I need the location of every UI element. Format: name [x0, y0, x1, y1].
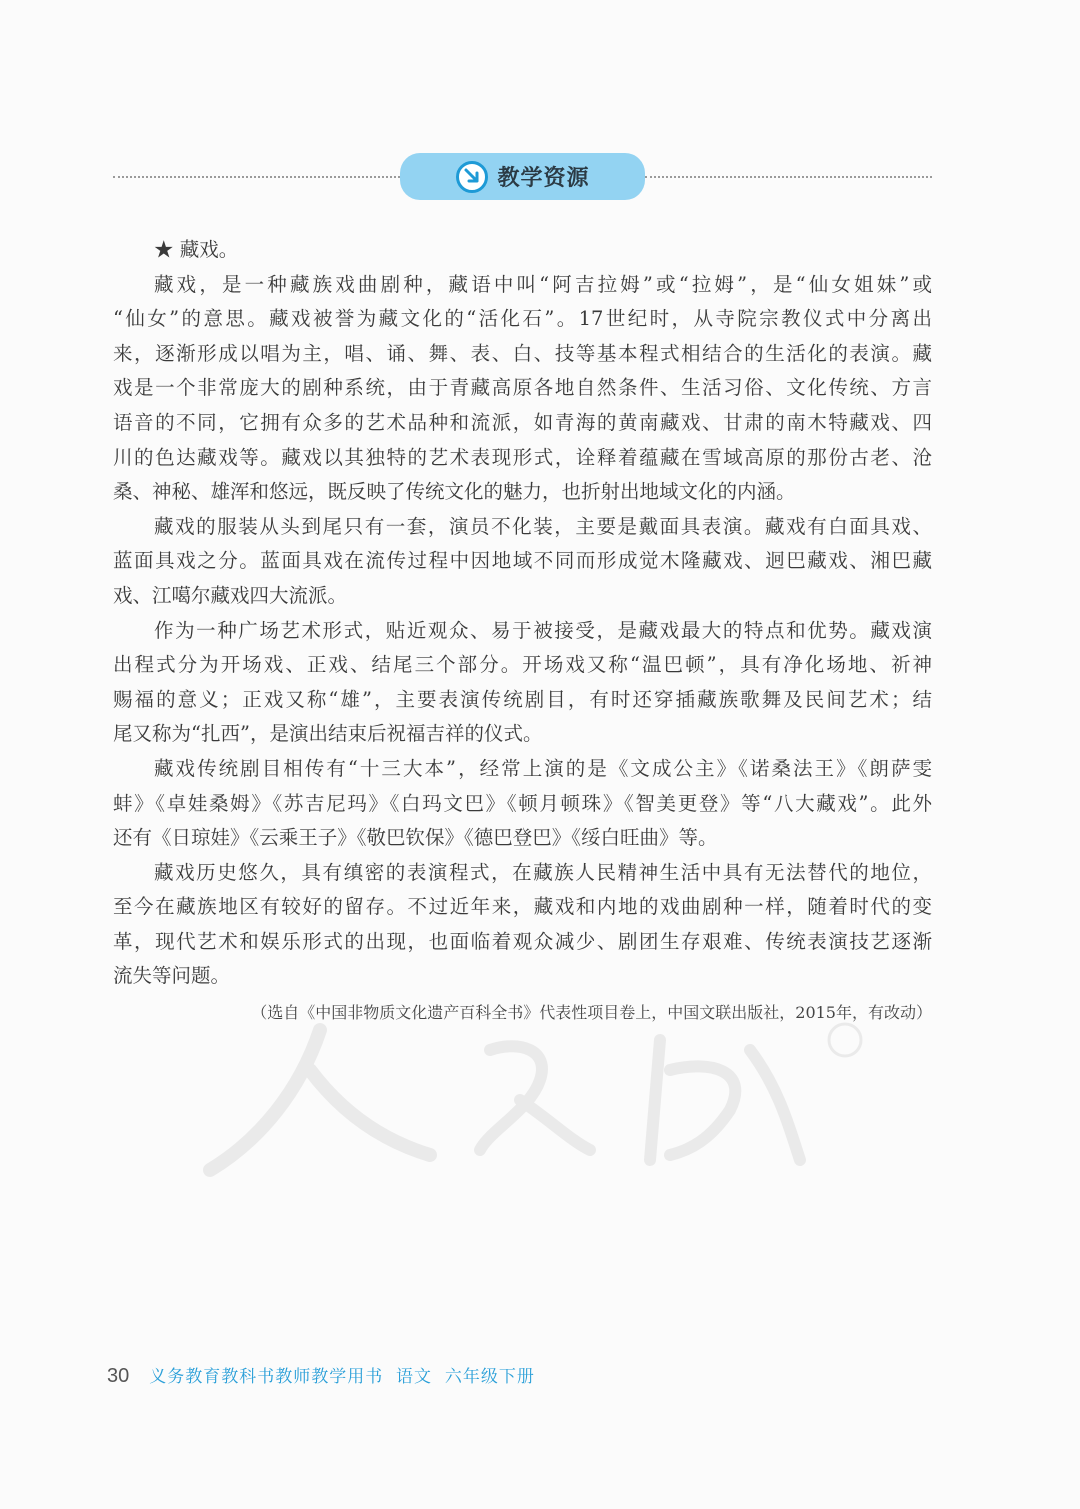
- paragraph-line: 语音的不同，它拥有众多的艺术品种和流派，如青海的黄南藏戏、甘肃的南木特藏戏、四: [113, 410, 932, 434]
- page-number: 30: [107, 1365, 130, 1387]
- paragraph: [113, 856, 932, 994]
- paragraph-line: 至今在藏族地区有较好的留存。不过近年来，藏戏和内地的戏曲剧种一样，随着时代的变: [113, 895, 932, 919]
- paragraph-line: 作为一种广场艺术形式，贴近观众、易于被接受，是藏戏最大的特点和优势。藏戏演: [154, 618, 932, 642]
- header-divider-left: [113, 176, 400, 178]
- paragraph-line: 藏戏历史悠久，具有缜密的表演程式，在藏族人民精神生活中具有无法替代的地位，: [154, 860, 932, 884]
- paragraph-line: 出程式分为开场戏、正戏、结尾三个部分。开场戏又称“温巴顿”，具有净化场地、祈神: [113, 653, 932, 677]
- paragraph: [113, 510, 932, 614]
- article-body: [113, 233, 932, 1030]
- paragraph-line: 来，逐渐形成以唱为主，唱、诵、舞、表、白、技等基本程式相结合的生活化的表演。藏: [113, 341, 932, 365]
- paragraph-line: 蚌》《卓娃桑姆》《苏吉尼玛》《白玛文巴》《顿月顿珠》《智美更登》等“八大藏戏”。此外: [113, 791, 932, 815]
- paragraph-line: 戏是一个非常庞大的剧种系统，由于青藏高原各地自然条件、生活习俗、文化传统、方言: [113, 376, 932, 400]
- paragraph-line: 藏戏传统剧目相传有“十三大本”，经常上演的是《文成公主》《诺桑法王》《朗萨雯: [154, 756, 932, 780]
- paragraph-line: 尾又称为“扎西”，是演出结束后祝福吉祥的仪式。: [113, 722, 543, 746]
- page-footer: [107, 1362, 535, 1388]
- publisher-watermark-logo: [190, 1010, 890, 1180]
- paragraph-line: 藏戏的服装从头到尾只有一套，演员不化装，主要是戴面具表演。藏戏有白面具戏、: [154, 514, 932, 538]
- paragraph-line: “仙女”的意思。藏戏被誉为藏文化的“活化石”。17世纪时，从寺院宗教仪式中分离出: [113, 307, 932, 331]
- header-divider-right: [645, 176, 932, 178]
- paragraph: [113, 614, 932, 752]
- paragraph-line: 桑、神秘、雄浑和悠远，既反映了传统文化的魅力，也折射出地域文化的内涵。: [113, 480, 796, 504]
- paragraph: [113, 268, 932, 510]
- paragraph-line: 蓝面具戏之分。蓝面具戏在流传过程中因地域不同而形成觉木隆藏戏、迥巴藏戏、湘巴藏: [113, 549, 932, 573]
- source-citation: （选自《中国非物质文化遗产百科全书》代表性项目卷上，中国文联出版社，2015年，有改动）: [251, 1003, 932, 1023]
- paragraph-line: 藏戏，是一种藏族戏曲剧种，藏语中叫“阿吉拉姆”或“拉姆”，是“仙女姐妹”或: [154, 272, 932, 296]
- paragraph-line: 流失等问题。: [113, 964, 231, 988]
- book-title: 义务教育教科书教师教学用书 语文 六年级下册: [149, 1367, 535, 1387]
- arrow-down-right-circle-icon: [455, 160, 489, 194]
- section-title: 教学资源: [497, 166, 590, 191]
- paragraph-line: 赐福的意义；正戏又称“雄”，主要表演传统剧目，有时还穿插藏族歌舞及民间艺术；结: [113, 687, 932, 711]
- paragraph-line: 戏、江噶尔藏戏四大流派。: [113, 583, 348, 607]
- item-heading: ★ 藏戏。: [154, 238, 239, 261]
- paragraph: [113, 752, 932, 856]
- section-header: [400, 153, 645, 200]
- paragraph-line: 还有《日琼娃》《云乘王子》《敬巴钦保》《德巴登巴》《绥白旺曲》等。: [113, 826, 718, 850]
- paragraph-line: 川的色达藏戏等。藏戏以其独特的艺术表现形式，诠释着蕴藏在雪域高原的那份古老、沧: [113, 445, 932, 469]
- paragraph-line: 革，现代艺术和娱乐形式的出现，也面临着观众减少、剧团生存艰难、传统表演技艺逐渐: [113, 929, 932, 953]
